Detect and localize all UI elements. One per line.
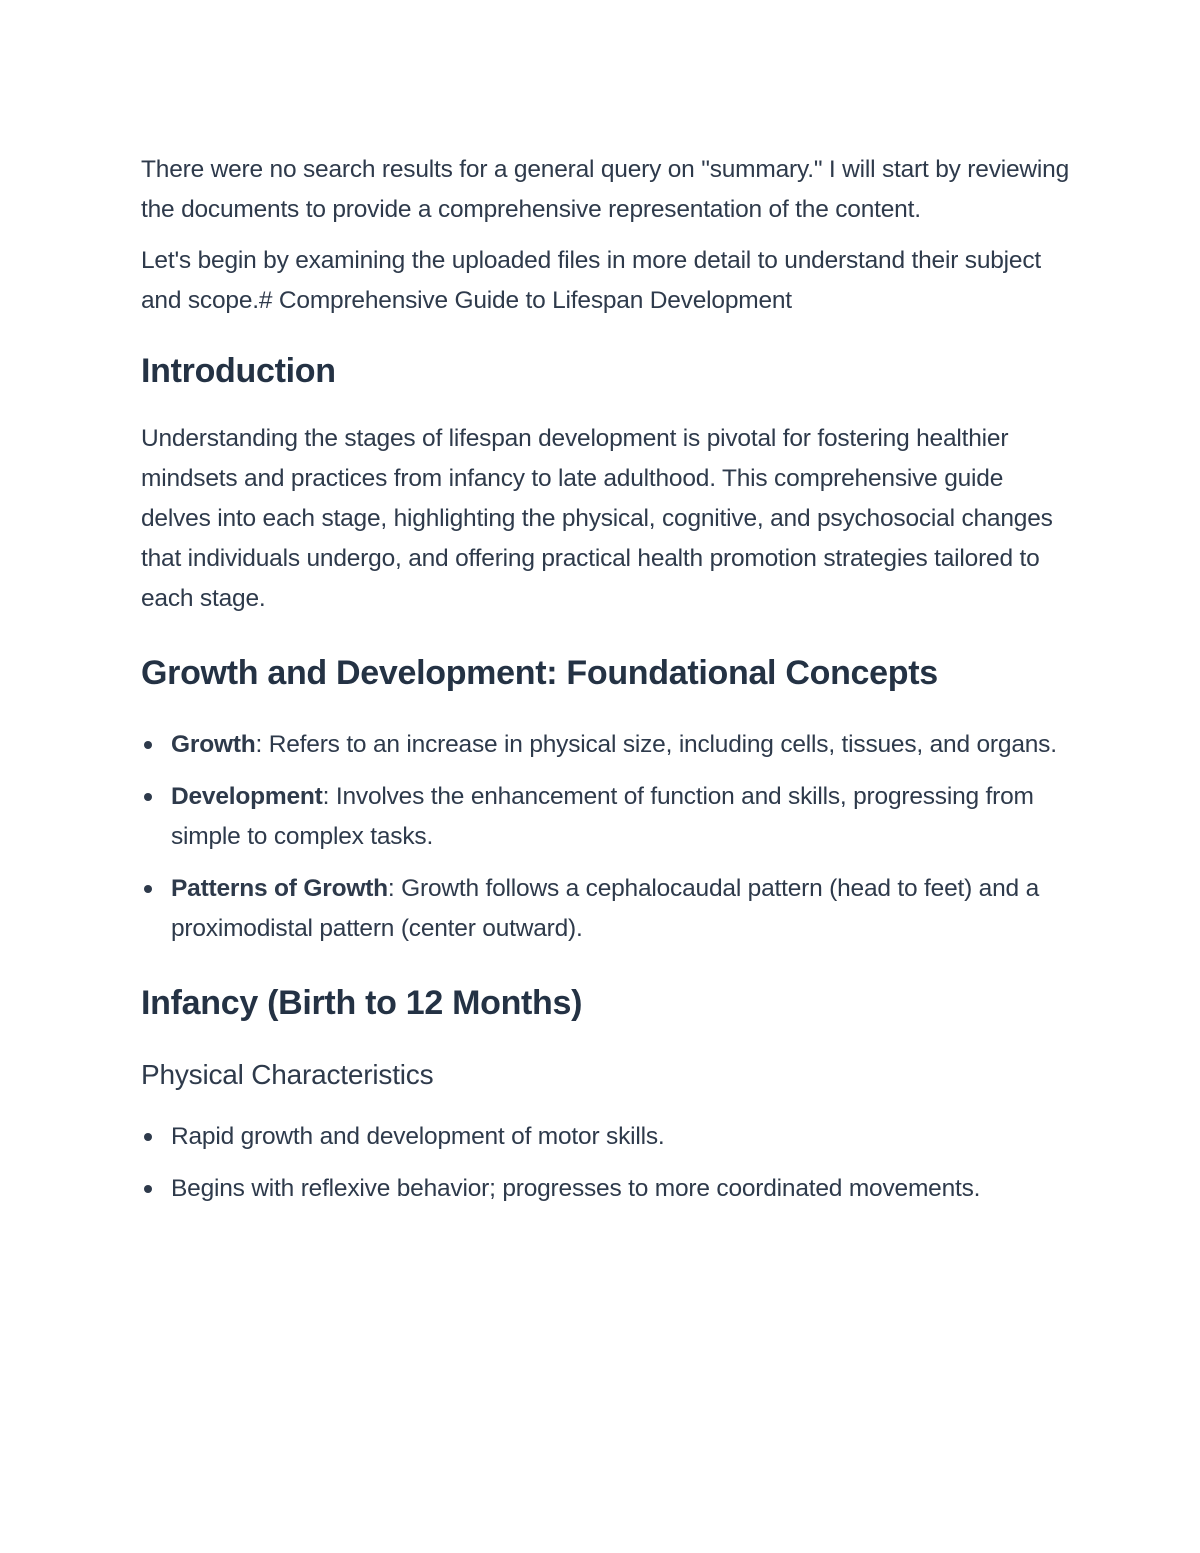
list-item: [141, 1169, 1071, 1209]
list-item: [141, 869, 1071, 949]
growth-heading: Growth and Development: Foundational Concepts: [141, 654, 938, 692]
term-label: Patterns of Growth: [171, 875, 388, 902]
intro-paragraph: There were no search results for a general query on "summary." I will start by reviewing the documents to provide a comprehensive representation of the content.: [141, 156, 1069, 223]
bullet-icon: [144, 1133, 152, 1141]
list-item-text: Begins with reflexive behavior; progresses to more coordinated movements.: [171, 1175, 981, 1202]
term-description: Involves the enhancement of function and skills, progressing from simple to complex tasks.: [171, 783, 1034, 850]
bullet-icon: [144, 1185, 152, 1193]
bullet-icon: [144, 793, 152, 801]
introduction-text: Understanding the stages of lifespan development is pivotal for fostering healthier mindsets and practices from infancy to late adulthood. This comprehensive guide delves into each stage, highlighting the physical, cognitive, and psychosocial changes that individuals undergo, and offering practical health promotion strategies tailored to each stage.: [141, 425, 1053, 612]
infancy-heading: Infancy (Birth to 12 Months): [141, 984, 583, 1022]
introduction-heading: Introduction: [141, 352, 336, 390]
term-label: Development: [171, 783, 323, 810]
term-separator: :: [255, 731, 263, 758]
document-page: [141, 150, 1071, 1221]
list-item-text: Rapid growth and development of motor skills.: [171, 1123, 665, 1150]
term-label: Growth: [171, 731, 256, 758]
bullet-icon: [144, 885, 152, 893]
infancy-list: [141, 1117, 1071, 1209]
physical-characteristics-heading: Physical Characteristics: [141, 1059, 434, 1090]
list-item: [141, 725, 1071, 765]
term-separator: :: [322, 783, 330, 810]
growth-list: [141, 725, 1071, 949]
list-item: [141, 777, 1071, 857]
term-separator: :: [387, 875, 395, 902]
list-item: [141, 1117, 1071, 1157]
intro-paragraph: Let's begin by examining the uploaded files in more detail to understand their subject and scope.# Comprehensive Guide to Lifespan Development: [141, 247, 1041, 314]
term-description: Growth follows a cephalocaudal pattern (head to feet) and a proximodistal pattern (center outward).: [171, 875, 1039, 942]
bullet-icon: [144, 741, 152, 749]
term-description: Refers to an increase in physical size, including cells, tissues, and organs.: [262, 731, 1057, 758]
